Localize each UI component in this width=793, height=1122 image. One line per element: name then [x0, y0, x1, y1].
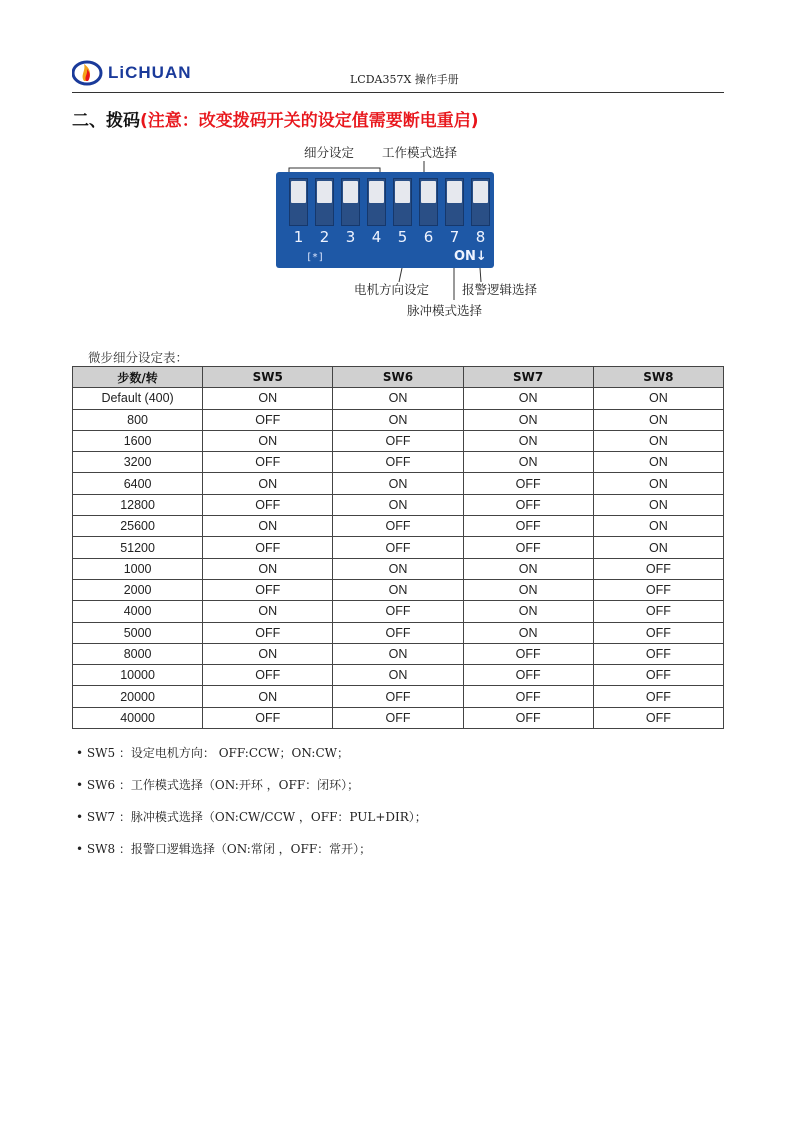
table-row [73, 686, 724, 707]
switch-number: 3 [345, 228, 356, 246]
cell-sw6: ON [333, 665, 463, 686]
table-header-row [73, 367, 724, 388]
cell-sw6: ON [333, 473, 463, 494]
cell-sw8: OFF [593, 558, 723, 579]
dip-switch-8 [471, 178, 490, 226]
cell-steps: 5000 [73, 622, 203, 643]
table-row [73, 537, 724, 558]
table-row [73, 579, 724, 600]
header-sw5: SW5 [203, 367, 333, 388]
cell-sw7: ON [463, 388, 593, 409]
section-title-prefix: 二、拨码 [72, 111, 140, 131]
cell-sw5: ON [203, 601, 333, 622]
cell-sw5: ON [203, 686, 333, 707]
cell-sw5: ON [203, 558, 333, 579]
table-row [73, 601, 724, 622]
cell-steps: 6400 [73, 473, 203, 494]
cell-sw6: ON [333, 494, 463, 515]
label-pulse-mode: 脉冲模式选择 [407, 303, 483, 318]
cell-sw6: ON [333, 558, 463, 579]
cell-sw8: ON [593, 494, 723, 515]
microstep-table [72, 366, 724, 729]
table-row [73, 516, 724, 537]
cell-steps: 8000 [73, 643, 203, 664]
cell-sw6: ON [333, 643, 463, 664]
logo-text: LiCHUAN [108, 63, 192, 82]
cell-sw7: ON [463, 601, 593, 622]
dip-switch-1 [289, 178, 308, 226]
header-steps: 步数/转 [73, 367, 203, 388]
cell-sw8: ON [593, 473, 723, 494]
cell-sw6: OFF [333, 686, 463, 707]
cell-steps: 2000 [73, 579, 203, 600]
page-header [72, 56, 724, 93]
cell-sw7: OFF [463, 707, 593, 728]
section-title [72, 106, 479, 131]
cell-sw6: OFF [333, 622, 463, 643]
cell-steps: 20000 [73, 686, 203, 707]
cell-sw5: ON [203, 473, 333, 494]
cell-sw7: ON [463, 558, 593, 579]
cell-sw6: ON [333, 388, 463, 409]
cell-sw8: ON [593, 516, 723, 537]
dip-switch-figure [270, 140, 560, 320]
cell-steps: 12800 [73, 494, 203, 515]
cell-sw5: ON [203, 643, 333, 664]
cell-steps: 4000 [73, 601, 203, 622]
lichuan-logo-icon [72, 59, 106, 87]
header-sw8: SW8 [593, 367, 723, 388]
cell-steps: 51200 [73, 537, 203, 558]
cell-steps: 25600 [73, 516, 203, 537]
cell-sw7: ON [463, 579, 593, 600]
cell-sw7: OFF [463, 643, 593, 664]
dip-switch-2 [315, 178, 334, 226]
cell-steps: 800 [73, 409, 203, 430]
table-row [73, 388, 724, 409]
header-sw7: SW7 [463, 367, 593, 388]
cell-sw7: ON [463, 622, 593, 643]
table-row [73, 473, 724, 494]
dip-switch [276, 172, 494, 268]
cell-sw6: OFF [333, 516, 463, 537]
cell-sw6: OFF [333, 601, 463, 622]
cell-sw8: OFF [593, 665, 723, 686]
cell-sw5: OFF [203, 707, 333, 728]
table-row [73, 409, 724, 430]
header-title: LCDA357X 操作手册 [350, 73, 459, 86]
table-row [73, 707, 724, 728]
note-sw8: • SW8 ：报警口逻辑选择（ON:常闭 ，OFF：常开）； [76, 842, 372, 856]
cell-sw8: ON [593, 388, 723, 409]
cell-sw8: ON [593, 430, 723, 451]
cell-sw8: ON [593, 537, 723, 558]
note-sw7: • SW7 ：脉冲模式选择（ON:CW/CCW ，OFF：PUL+DIR）； [76, 810, 427, 824]
label-work-mode: 工作模式选择 [382, 145, 458, 160]
label-motor-direction: 电机方向设定 [354, 282, 430, 297]
note-sw5: • SW5 ：设定电机方向： OFF:CCW；ON:CW； [76, 746, 349, 760]
cell-steps: Default (400) [73, 388, 203, 409]
cell-steps: 1000 [73, 558, 203, 579]
table-row [73, 430, 724, 451]
table-caption: 微步细分设定表： [88, 350, 189, 365]
dip-switch-3 [341, 178, 360, 226]
silkscreen-star: [*] [306, 252, 325, 263]
cell-sw8: OFF [593, 601, 723, 622]
cell-sw5: OFF [203, 665, 333, 686]
table-row [73, 452, 724, 473]
cell-sw5: OFF [203, 579, 333, 600]
cell-sw5: ON [203, 388, 333, 409]
cell-sw5: OFF [203, 452, 333, 473]
label-microstep: 细分设定 [304, 145, 355, 160]
cell-steps: 1600 [73, 430, 203, 451]
switch-number: 4 [371, 228, 382, 246]
dip-switch-7 [445, 178, 464, 226]
cell-sw6: OFF [333, 452, 463, 473]
cell-sw5: OFF [203, 622, 333, 643]
dip-switch-6 [419, 178, 438, 226]
cell-sw6: ON [333, 579, 463, 600]
cell-sw7: ON [463, 409, 593, 430]
dip-switch-5 [393, 178, 412, 226]
switch-number: 8 [475, 228, 486, 246]
cell-sw7: OFF [463, 516, 593, 537]
cell-sw6: OFF [333, 537, 463, 558]
cell-sw8: OFF [593, 707, 723, 728]
switch-notes [76, 744, 427, 872]
on-direction-mark: ON↓ [454, 249, 487, 264]
cell-steps: 3200 [73, 452, 203, 473]
cell-sw7: ON [463, 430, 593, 451]
switch-number: 2 [319, 228, 330, 246]
cell-sw5: OFF [203, 494, 333, 515]
cell-sw6: OFF [333, 707, 463, 728]
cell-sw5: OFF [203, 409, 333, 430]
cell-sw8: ON [593, 452, 723, 473]
table-row [73, 643, 724, 664]
cell-sw7: OFF [463, 473, 593, 494]
cell-sw7: ON [463, 452, 593, 473]
switch-number: 5 [397, 228, 408, 246]
company-logo [72, 58, 192, 88]
cell-sw8: OFF [593, 579, 723, 600]
cell-sw5: ON [203, 430, 333, 451]
cell-sw6: ON [333, 409, 463, 430]
cell-steps: 10000 [73, 665, 203, 686]
cell-steps: 40000 [73, 707, 203, 728]
cell-sw7: OFF [463, 494, 593, 515]
cell-sw7: OFF [463, 686, 593, 707]
table-row [73, 558, 724, 579]
cell-sw8: ON [593, 409, 723, 430]
cell-sw8: OFF [593, 643, 723, 664]
note-sw6: • SW6 ：工作模式选择（ON:开环 ，OFF：闭环）； [76, 778, 360, 792]
cell-sw6: OFF [333, 430, 463, 451]
cell-sw7: OFF [463, 665, 593, 686]
label-alarm-logic: 报警逻辑选择 [462, 282, 538, 297]
header-sw6: SW6 [333, 367, 463, 388]
cell-sw8: OFF [593, 622, 723, 643]
table-body [73, 388, 724, 729]
table-row [73, 622, 724, 643]
cell-sw7: OFF [463, 537, 593, 558]
cell-sw8: OFF [593, 686, 723, 707]
cell-sw5: OFF [203, 537, 333, 558]
switch-number: 6 [423, 228, 434, 246]
switch-number: 1 [293, 228, 304, 246]
section-title-note: (注意：改变拨码开关的设定值需要断电重启) [140, 111, 479, 131]
table-row [73, 494, 724, 515]
switch-number: 7 [449, 228, 460, 246]
dip-switch-4 [367, 178, 386, 226]
cell-sw5: ON [203, 516, 333, 537]
table-row [73, 665, 724, 686]
